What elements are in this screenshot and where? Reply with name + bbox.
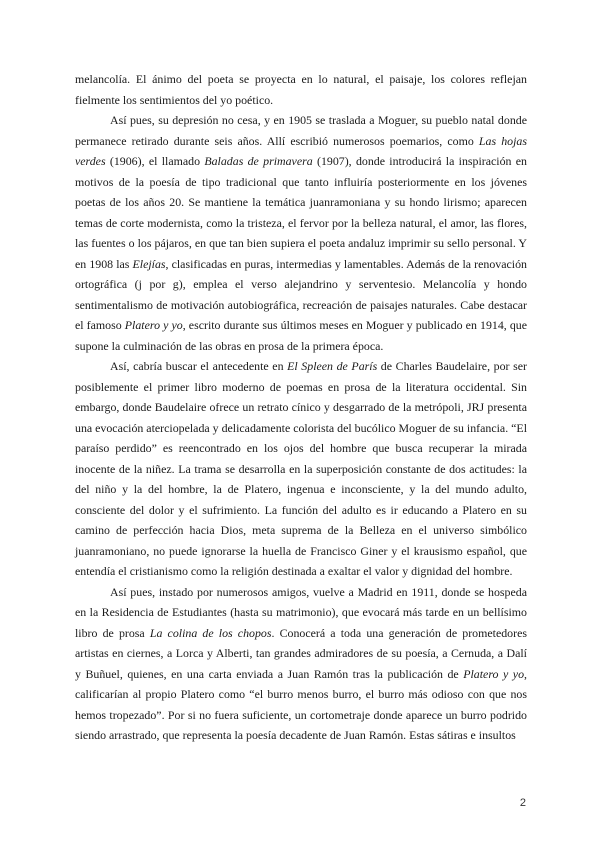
page-number: 2 (519, 797, 526, 809)
title-elejias: Elejías (132, 256, 166, 271)
title-la-colina-de-los-chopos: La colina de los chopos (149, 625, 272, 640)
body-text (75, 69, 527, 746)
text-run: , calificarían al propio Platero como “el burro menos burro, el burro más odioso con que nos hemos tropezado”. Por si no fuera suficiente, un cortometraje donde aparece un burro podrido siendo arrastrado, que representa la poesía decadente de Juan Ramón. Estas sátiras e insultos (75, 666, 527, 742)
paragraph-1 (75, 69, 527, 110)
text-run: Así pues, instado por numerosos amigos, vuelve a Madrid en 1911, donde se hospeda en la Residencia de Estudiantes (hasta su matrimonio), que evocará más tarde en un bellísimo libro de prosa (75, 584, 527, 640)
title-platero-y-yo: Platero y yo (124, 318, 183, 332)
text-run: Así, cabría buscar el antecedente en (110, 359, 288, 373)
title-el-spleen-de-paris: El Spleen de París (287, 359, 378, 373)
paragraph-3 (75, 356, 527, 582)
text-run: , escrito durante sus últimos meses en Moguer y publicado en 1914, que supone la culminación de las obras en prosa de la primera época. (75, 318, 528, 353)
text-run: . Conocerá a toda una generación de prometedores artistas en ciernes, a Lorca y Alberti, tan grandes admiradores de su poesía, a Cernuda, a Dalí y Buñuel, quienes, en una carta enviada a Juan Ramón tras la publicación de (75, 625, 527, 681)
title-baladas-de-primavera: Baladas de primavera (204, 154, 313, 168)
text-run: Así pues, su depresión no cesa, y en 1905 se traslada a Moguer, su pueblo natal donde permanece retirado durante seis años. Allí escribió numerosos poemarios, como (75, 113, 527, 148)
paragraph-4 (75, 582, 527, 746)
text-run: (1906), el llamado (105, 154, 205, 168)
text-run: de Charles Baudelaire, por ser posiblemente el primer libro moderno de poemas en prosa de la literatura occidental. Sin embargo, donde Baudelaire ofrece un retrato cínico y desgarrado de la metrópoli, JRJ presenta una evocación aterciopelada y delicadamente colorista del bucólico Moguer de su infancia. “El paraíso perdido” es reencontrado en los ojos del hombre que busca recuperar la mirada inocente de la niñez. La trama se desarrolla en la superposición constante de dos actitudes: la del niño y la del hombre, la de Platero, ingenua e inconsciente, y la del mundo adulto, consciente del dolor y el sufrimiento. La función del adulto es ir educando a Platero en su camino de perfección hacia Dios, meta suprema de la Belleza en el universo simbólico juanramoniano, no puede ignorarse la huella de Francisco Giner y el krausismo español, que entendía el cristianismo como la religión destinada a exaltar el valor y dignidad del hombre. (75, 359, 527, 578)
text-run: melancolía. El ánimo del poeta se proyecta en lo natural, el paisaje, los colores reflejan fielmente los sentimientos del yo poético. (75, 72, 527, 107)
text-run: , clasificadas en puras, intermedias y lamentables. Además de la renovación ortográfica (j por g), emplea el verso alejandrino y serventesio. Melancolía y hondo sentimentalismo de motivación autobiográfica, recreación de paisajes naturales. Cabe destacar el famoso (75, 256, 527, 332)
title-platero-y-yo: Platero y yo (463, 666, 525, 681)
paragraph-2 (75, 110, 527, 356)
text-run: (1907), donde introducirá la inspiración en motivos de la poesía de tipo tradicional que tanto influiría posteriormente en los jóvenes poetas de los años 20. Se mantiene la temática juanramoniana y su hondo lirismo; aparecen temas de corte modernista, como la tristeza, el fervor por la belleza natural, el amor, las flores, las fuentes o los pájaros, en que tan bien supiera el poeta andaluz imprimir su sello personal. Y en 1908 las (75, 154, 528, 271)
title-las-hojas-verdes: Las hojas verdes (75, 133, 527, 168)
